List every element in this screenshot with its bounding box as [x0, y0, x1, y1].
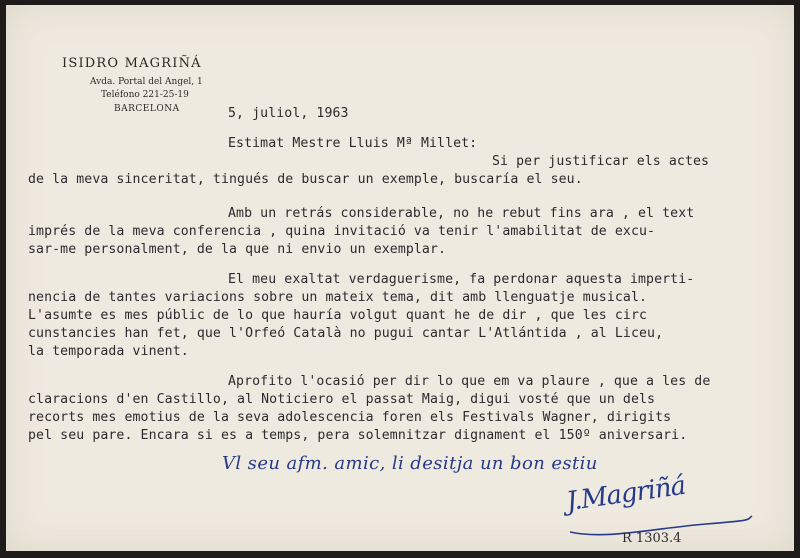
archive-reference: R 1303.4 [622, 531, 682, 546]
letter-line: sar-me personalment, de la que ni envio un exemplar. [28, 242, 447, 257]
letterhead-name: ISIDRO MAGRIÑÁ [62, 56, 202, 71]
letter-date: 5, juliol, 1963 [228, 106, 349, 121]
letterhead-address: Avda. Portal del Angel, 1 [90, 77, 203, 87]
letter-line: la temporada vinent. [28, 344, 189, 359]
letter-line: recorts mes emotius de la seva adolescencia foren els Festivals Wagner, dirigits [28, 410, 672, 425]
letterhead-phone: Teléfono 221-25-19 [101, 90, 189, 100]
letter-line: cunstancies han fet, que l'Orfeó Català no pugui cantar L'Atlántida , al Liceu, [28, 326, 664, 341]
letter-line: pel seu pare. Encara si es a temps, pera solemnitzar dignament el 150º aniversari. [28, 428, 688, 443]
letter-line: de la meva sinceritat, tingués de buscar un exemple, buscaría el seu. [28, 172, 583, 187]
letter-line: Si per justificar els actes [492, 154, 710, 169]
letter-salutation: Estimat Mestre Lluis Mª Millet: [228, 136, 478, 151]
letter-line: Amb un retrás considerable, no he rebut fins ara , el text [228, 206, 695, 221]
letter-line: El meu exaltat verdaguerisme, fa perdonar aquesta imperti- [228, 272, 695, 287]
letter-line: nencia de tantes variacions sobre un mateix tema, dit amb llenguatje musical. [28, 290, 648, 305]
letterhead-city: BARCELONA [114, 104, 180, 114]
letter-line: imprés de la meva conferencia , quina invitació va tenir l'amabilitat de excu- [28, 224, 656, 239]
letter-sheet [6, 5, 794, 551]
letter-line: Aprofito l'ocasió per dir lo que em va plaure , que a les de [228, 374, 711, 389]
letter-line: L'asumte es mes públic de lo que hauría volgut quant he de dir , que les circ [28, 308, 648, 323]
handwritten-closing: Vl seu afm. amic, li desitja un bon estiu [222, 453, 598, 474]
signature: J.Magriñá [564, 470, 687, 518]
letter-line: claracions d'en Castillo, al Noticiero el passat Maig, digui vosté que un dels [28, 392, 656, 407]
